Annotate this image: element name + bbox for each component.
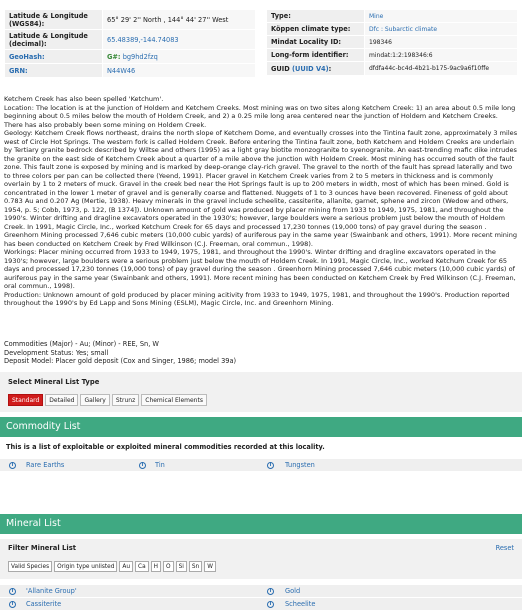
mineral-row <box>0 585 522 597</box>
info-icon[interactable]: i <box>267 588 274 595</box>
mineral-list-heading: Mineral List <box>0 514 522 534</box>
info-icon[interactable]: i <box>9 601 16 608</box>
geohash-prefix: G#: <box>107 52 121 61</box>
mineral-list-type-buttons <box>8 394 207 406</box>
description-para: Workings: Placer mining occurred from 1933 to 1949, 1975, 1981, and throughout the 1990's. Winter drifting and dragline excavators operated in the 1930's; however, large boulders were a serious problem just below the mouth of Holdem Creek. In 1991, Magic Circle, Inc., worked Ketchum Creek for 65 days and processed 17,230 tonnes (19,000 tons) of pay gravel during the season . Greenhorn Mining processed 7,646 cubic meters (10,000 cubic yards) of auriferous pay in the same year (Swainbank and others, 1991). More recent mining has been conducted on Ketchem Creek by Fred Wilkinson (C.J. Freeman, oral commun., 1998). <box>4 248 516 290</box>
value-wgs84: 65° 29' 2'' North , 144° 44' 27'' West <box>103 10 256 30</box>
info-icon[interactable]: i <box>267 462 274 469</box>
info-icon[interactable]: i <box>267 601 274 608</box>
filter-element-au-button[interactable]: Au <box>119 561 133 572</box>
commodity-tin-link[interactable]: Tin <box>155 461 165 469</box>
description-para: Ketchem Creek has also been spelled 'Ketchum'. <box>4 95 164 103</box>
development-status-fact: Development Status: Yes; small <box>4 348 109 357</box>
filter-element-si-button[interactable]: Si <box>176 561 187 572</box>
geohash-value-link[interactable]: bg9hd2fzq <box>122 52 158 61</box>
info-icon[interactable]: i <box>9 588 16 595</box>
coord-row-decimal <box>5 30 256 50</box>
label-decimal: Latitude & Longitude (decimal): <box>5 30 103 50</box>
coord-row-geohash <box>5 50 256 64</box>
filter-origin-type-button[interactable]: Origin type unlisted <box>54 561 117 572</box>
commodity-rare-earths-link[interactable]: Rare Earths <box>26 461 65 469</box>
filter-element-ca-button[interactable]: Ca <box>135 561 149 572</box>
meta-row-guid <box>267 62 518 76</box>
meta-row-long-form <box>267 49 518 62</box>
commodity-tungsten-link[interactable]: Tungsten <box>285 461 315 469</box>
list-type-detailed-button[interactable]: Detailed <box>45 394 78 406</box>
filter-valid-species-button[interactable]: Valid Species <box>8 561 52 572</box>
locality-facts <box>4 340 518 366</box>
description-para: Geology: Ketchem Creek flows northeast, drains the north slope of Ketchem Dome, and eventually crosses into the Tintina fault zone, approximately 3 miles west of Circle Hot Springs. The western fork is called Holdem Creek. Before entering the Tintina fault zone, both Ketchem and Holdem Creeks are underlain by Tertiary granite bedrock described by Wiltse and others (1995) as a light gray biotite monzogranite to syenogranite. An east-trending mafic dike intrudes the granite on the east side of Ketchem Creek about a quarter of a mile above the junction with Holdem Creek. Most mining has occurred south of the fault zone. This fault zone is exposed by mining and is marked by deep-orange clay-rich gravel. The gravel to the north of the fault has spread laterally and two to three colors per pan can be collected there (Yeend, 1991). Placer gravel in Ketchem Creek varies from 2 to 5 meters in thickness and is commonly overlain by 1 to 2 meters of muck. Gravel in the creek bed near the Hot Springs fault is up to 200 meters in width, most of which has been mined. Gold is concentrated in the lower 1 meter of gravel and is generally coarse and flattened. Nuggets of 1 to 3 ounces have been recovered. Fineness of gold about 0.783 Au and 0.207 Ag (Mertie, 1938). Heavy minerals in the gravel include scheelite, cassiterite, allanite, garnet, sphene and zircon (Wedow and others, 1954, p. 5; Cobb, 1973, p. 122, (B 1374]). Unknown amount of gold was produced by placer mining from 1933 to 1949, 1975, 1981, and throughout the 1990's. Winter drifting and dragline excavators operated in the 1930's; however, large boulders were a serious problem just below the mouth of Holdem Creek. In 1991, Magic Circle, Inc., worked Ketchum Creek for 65 days and processed 17,230 tonnes (19,000 tons) of pay gravel during the season . Greenhorn Mining processed 7,646 cubic meters (10,000 cubic yards) of auriferous pay in the same year (Swainbank and others, 1991). More recent mining has been conducted on Ketchem Creek by Fred Wilkinson (C.J. Freeman, oral commun., 1998). <box>4 129 518 248</box>
filter-element-o-button[interactable]: O <box>163 561 174 572</box>
mineral-list-type-title: Select Mineral List Type <box>8 378 100 386</box>
filter-mineral-list-title: Filter Mineral List <box>8 544 77 552</box>
mineral-filter-buttons <box>8 561 216 572</box>
commodity-list-heading: Commodity List <box>0 417 522 437</box>
label-locality-id: Mindat Locality ID: <box>267 36 365 49</box>
commodities-fact: Commodities (Major) - Au; (Minor) - REE, Sn, W <box>4 340 159 348</box>
mineral-row <box>0 598 522 610</box>
filter-mineral-list-panel <box>0 539 522 579</box>
decimal-coords-link[interactable]: 65.48389,-144.74083 <box>107 35 179 44</box>
mineral-cassiterite-link[interactable]: Cassiterite <box>26 600 62 608</box>
guid-label-text: GUID <box>271 64 290 73</box>
mineral-list-type-panel <box>0 372 522 412</box>
info-icon[interactable]: i <box>139 462 146 469</box>
label-type: Type: <box>267 10 365 23</box>
filter-element-h-button[interactable]: H <box>151 561 161 572</box>
label-long-form: Long-form identifier: <box>267 49 365 62</box>
mineral-scheelite-link[interactable]: Scheelite <box>285 600 316 608</box>
locality-info-tables <box>4 9 518 85</box>
value-guid: dfdfa44c-bc4d-4b21-b175-9ac9a6f10ffe <box>365 62 518 76</box>
description-para: Location: The location is at the junction of Holdem and Ketchem Creeks. Most mining was on two sites along Ketchem Creek: 1) an area about 0.5 mile long beginning about 0.5 miles below the mouth of Holdem Creek, and 2) a 0.25 mile long area centered near the junction of Holdem and Ketchem Creeks. There has also probably been some mining on Holdem Creek. <box>4 103 516 129</box>
koppen-link[interactable]: Dfc : Subarctic climate <box>369 25 438 33</box>
mineral-gold-link[interactable]: Gold <box>285 587 301 595</box>
info-icon[interactable]: i <box>9 462 16 469</box>
label-koppen: Köppen climate type: <box>267 23 365 36</box>
commodity-row <box>0 459 522 471</box>
grn-label-link[interactable]: GRN: <box>5 64 103 78</box>
list-type-standard-button[interactable]: Standard <box>8 394 43 406</box>
type-link[interactable]: Mine <box>369 12 384 20</box>
mineral-allanite-group-link[interactable]: 'Allanite Group' <box>26 587 77 595</box>
guid-label-suffix: : <box>328 64 332 73</box>
value-locality-id: 198346 <box>365 36 518 49</box>
uuid-v4-link[interactable]: (UUID V4) <box>292 64 329 73</box>
list-type-strunz-button[interactable]: Strunz <box>112 394 139 406</box>
filter-element-sn-button[interactable]: Sn <box>189 561 202 572</box>
label-guid <box>267 62 365 76</box>
reset-filter-link[interactable]: Reset <box>495 544 514 552</box>
deposit-model-fact: Deposit Model: Placer gold deposit (Cox and Singer, 1986; model 39a) <box>4 357 237 365</box>
list-type-gallery-button[interactable]: Gallery <box>80 394 109 406</box>
commodity-list-description: This is a list of exploitable or exploited mineral commodities recorded at this locality. <box>6 443 325 451</box>
locality-description <box>4 95 518 308</box>
filter-element-w-button[interactable]: W <box>204 561 216 572</box>
label-wgs84: Latitude & Longitude (WGS84): <box>5 10 103 30</box>
locality-meta-table <box>266 9 518 76</box>
list-type-chemical-elements-button[interactable]: Chemical Elements <box>141 394 207 406</box>
coord-row-grn <box>5 64 256 78</box>
meta-row-type <box>267 10 518 23</box>
grn-value-link[interactable]: N44W46 <box>107 66 136 75</box>
value-long-form: mindat:1:2:198346:6 <box>365 49 518 62</box>
description-para: Production: Unknown amount of gold produced by placer mining acitivity from 1933 to 1949, 1975, 1981, and throughout the 1990's. Production reported throughout the 1990's by Ed Lapp and Sons Mining (ESLM), Magic Circle, Inc. and Greenhorn Mining. <box>4 290 510 307</box>
meta-row-koppen <box>267 23 518 36</box>
geohash-label-link[interactable]: GeoHash: <box>5 50 103 64</box>
coord-row-wgs84 <box>5 10 256 30</box>
coordinates-table <box>4 9 256 78</box>
meta-row-locality-id <box>267 36 518 49</box>
